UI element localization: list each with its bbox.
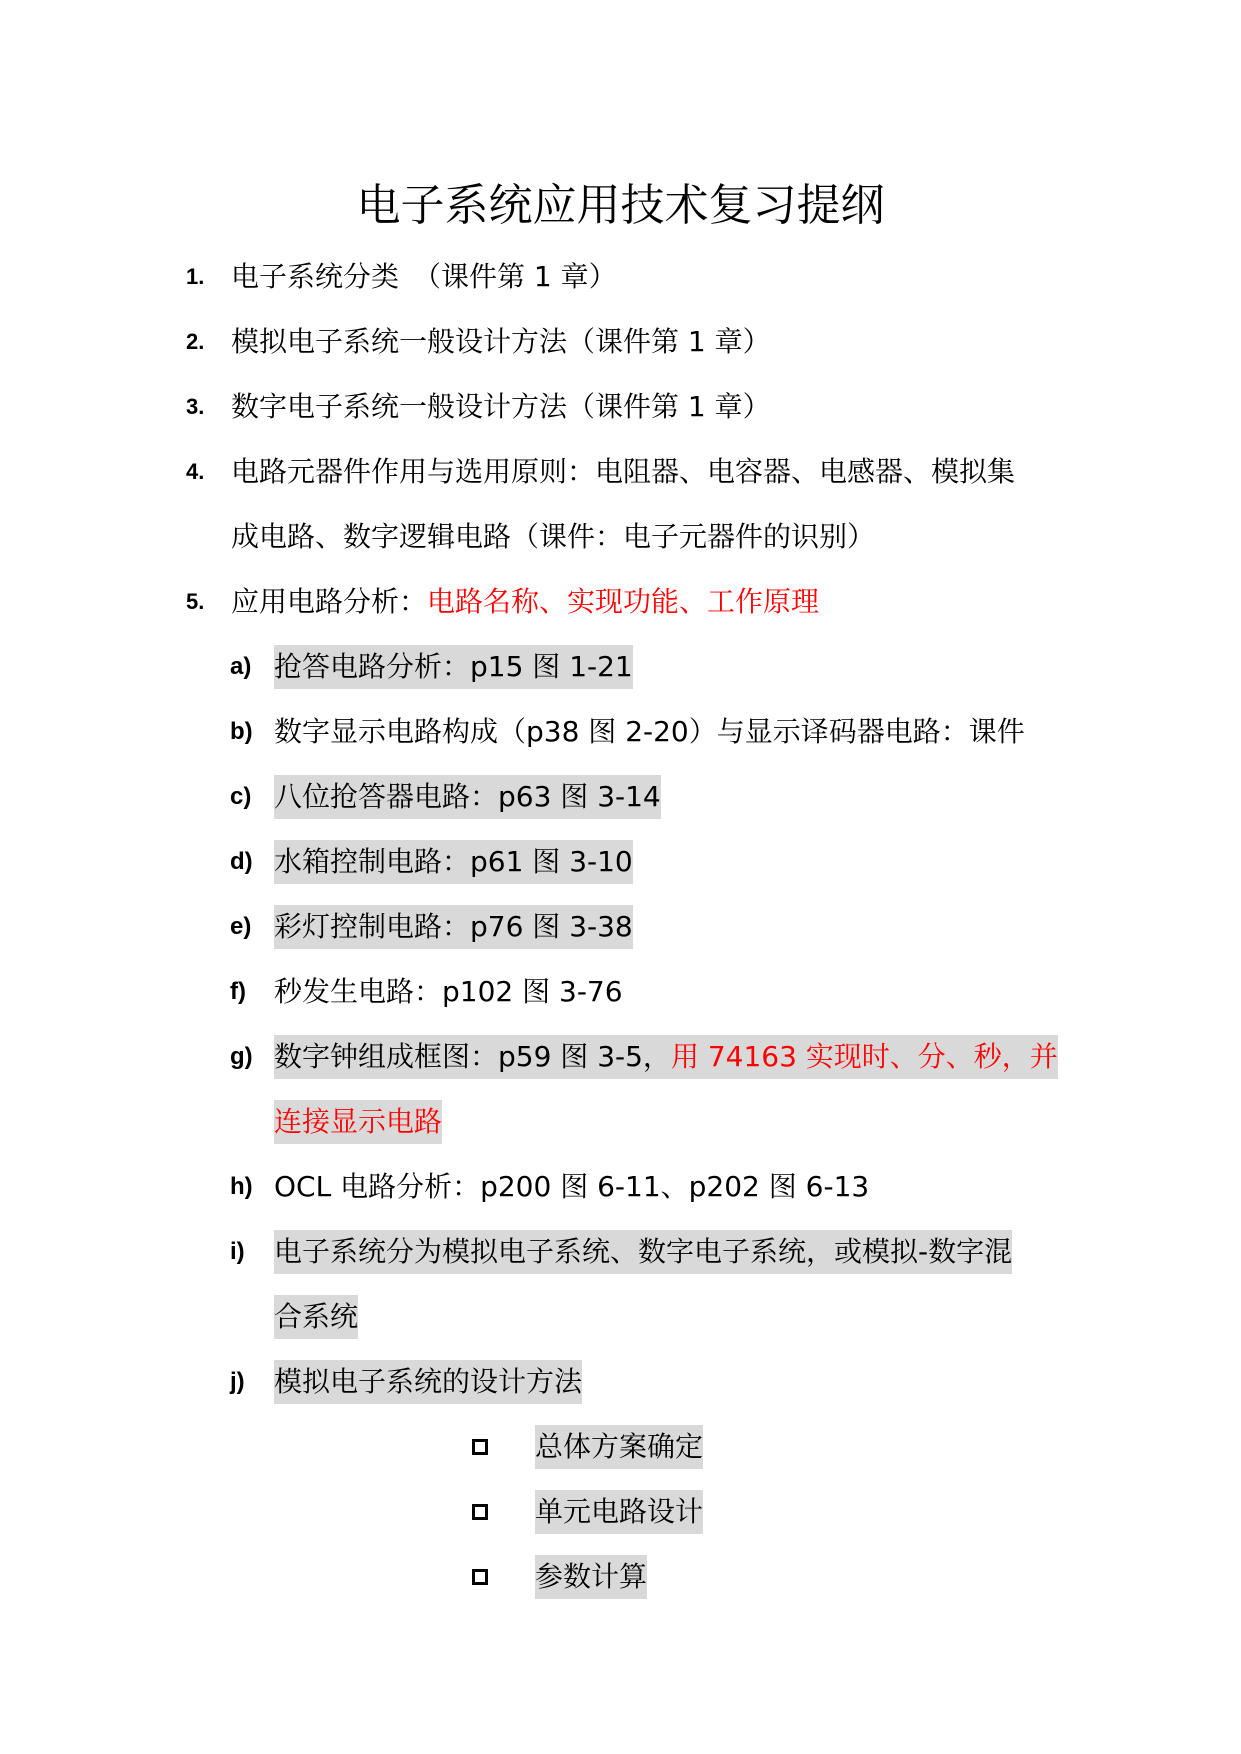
sub-item-text: 抢答电路分析：p15 图 1-21 (274, 645, 633, 689)
highlighted-red-text: 用 74163 实现时、分、秒，并 (670, 1040, 1058, 1073)
bullet-text: 总体方案确定 (535, 1425, 703, 1469)
item-text-continuation: 成电路、数字逻辑电路（课件：电子元器件的识别） (231, 520, 876, 553)
item-number: 5. (186, 589, 205, 614)
bullet-text: 单元电路设计 (535, 1490, 703, 1534)
sub-item-label: h) (230, 1173, 253, 1200)
square-bullet-icon (472, 1439, 488, 1455)
square-bullet-icon (472, 1569, 488, 1585)
sub-item-text: 数字钟组成框图：p59 图 3-5，用 74163 实现时、分、秒，并 (274, 1035, 1058, 1079)
sub-item-text: 彩灯控制电路：p76 图 3-38 (274, 905, 633, 949)
bullet-text: 参数计算 (535, 1555, 647, 1599)
sub-item-label: b) (230, 718, 253, 745)
item-number: 4. (186, 459, 205, 484)
item-number: 1. (186, 264, 205, 289)
sub-item-text: 模拟电子系统的设计方法 (274, 1360, 582, 1404)
sub-item-text: 水箱控制电路：p61 图 3-10 (274, 840, 633, 884)
sub-item-text: 数字显示电路构成（p38 图 2-20）与显示译码器电路：课件 (274, 715, 1025, 748)
sub-item-text: 秒发生电路：p102 图 3-76 (274, 975, 623, 1008)
sub-item-text: 八位抢答器电路：p63 图 3-14 (274, 775, 661, 819)
sub-item-label: c) (230, 783, 252, 810)
sub-item-label: f) (230, 978, 246, 1005)
item-number: 3. (186, 394, 205, 419)
sub-item-text-continuation: 合系统 (274, 1295, 358, 1339)
sub-item-label: i) (230, 1238, 245, 1265)
item-text: 电子系统分类 （课件第 1 章） (231, 260, 617, 293)
sub-item-text-continuation: 连接显示电路 (274, 1100, 442, 1144)
document-title: 电子系统应用技术复习提纲 (356, 180, 885, 231)
square-bullet-icon (472, 1504, 488, 1520)
item-text: 数字电子系统一般设计方法（课件第 1 章） (231, 390, 771, 423)
item-number: 2. (186, 329, 205, 354)
sub-item-text: OCL 电路分析：p200 图 6-11、p202 图 6-13 (274, 1170, 870, 1203)
sub-item-label: g) (230, 1043, 253, 1070)
highlighted-red-text: 电路名称、实现功能、工作原理 (427, 585, 820, 618)
sub-item-label: j) (230, 1368, 245, 1395)
sub-item-label: a) (230, 653, 252, 680)
sub-item-label: d) (230, 848, 253, 875)
item-text: 应用电路分析：电路名称、实现功能、工作原理 (231, 585, 820, 618)
item-text: 电路元器件作用与选用原则：电阻器、电容器、电感器、模拟集 (231, 455, 1016, 488)
item-text: 模拟电子系统一般设计方法（课件第 1 章） (231, 325, 771, 358)
sub-item-text: 电子系统分为模拟电子系统、数字电子系统，或模拟-数字混 (274, 1230, 1012, 1274)
sub-item-label: e) (230, 913, 252, 940)
